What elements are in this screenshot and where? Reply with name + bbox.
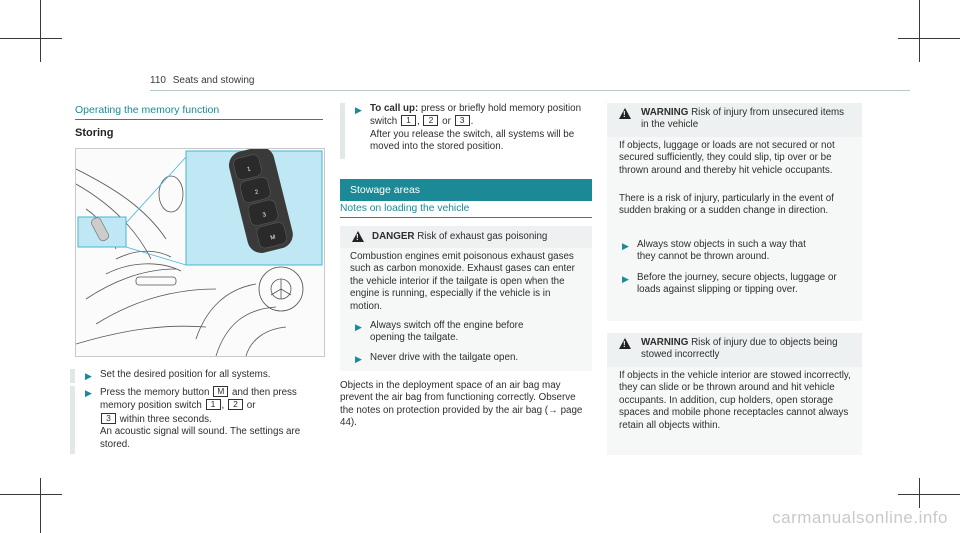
position-2-key-icon: 2 xyxy=(228,399,243,410)
step-text-part: , xyxy=(221,400,225,412)
crop-mark xyxy=(919,478,920,508)
warning-body xyxy=(607,137,862,321)
airbag-note: Objects in the deployment space of an air bag may prevent the air bag from functioning correctly. Observe the notes on protection provided by the air bag (→ page 44). xyxy=(340,380,583,429)
step-text-part: After you release the switch, all systems will be moved into the stored position. xyxy=(370,128,575,153)
step-text xyxy=(100,386,325,451)
step-text: To call up: press or briefly hold memory position switch 1 , 2 or 3 . After you release the switch, all systems will be moved into the stored position. xyxy=(370,103,582,153)
danger-box xyxy=(340,226,592,371)
danger-header xyxy=(340,226,592,248)
figure-button-2: 2 xyxy=(254,189,260,197)
danger-label: DANGER xyxy=(372,231,415,242)
warning-text: There is a risk of injury, particularly in the event of sudden braking or a sudden change in direction. xyxy=(619,193,834,217)
step-text-part: within three seconds. xyxy=(119,413,212,425)
step-text: Before the journey, secure objects, luggage or loads against slipping or tipping over. xyxy=(637,272,837,296)
crop-mark xyxy=(0,38,62,39)
warning-label: WARNING xyxy=(641,337,689,348)
warning-triangle-icon xyxy=(619,338,631,349)
step-arrow-icon: ▶ xyxy=(85,371,92,381)
header-rule xyxy=(150,90,910,91)
step-text: Always stow objects in such a way that they cannot be thrown around. xyxy=(637,239,806,263)
step-arrow-icon: ▶ xyxy=(622,274,629,284)
figure-button-1: 1 xyxy=(246,166,252,174)
warning-body xyxy=(607,367,862,455)
warning-step xyxy=(607,272,857,310)
step-arrow-icon: ▶ xyxy=(85,388,92,398)
warning-box-incorrect xyxy=(607,333,862,455)
position-1-key-icon: 1 xyxy=(401,115,416,126)
step-bar xyxy=(70,386,75,454)
page-header xyxy=(150,75,254,86)
warning-box-unsecured xyxy=(607,103,862,321)
step-text: Set the desired position for all systems. xyxy=(100,369,271,380)
warning-header xyxy=(607,103,862,137)
position-3-key-icon: 3 xyxy=(455,115,470,126)
figure-button-m: M xyxy=(269,234,277,242)
step-set-position xyxy=(70,369,325,383)
warning-text: If objects, luggage or loads are not secured or not secured sufficiently, they could slip, tip over or be thrown around and thereby hit vehicle occupants. xyxy=(619,140,835,176)
step-text-part: or xyxy=(246,400,256,412)
position-3-key-icon: 3 xyxy=(101,413,116,424)
stowage-areas-banner xyxy=(340,179,592,201)
figure-button-3: 3 xyxy=(262,212,267,219)
warning-step xyxy=(607,239,857,265)
step-text-part: Press the memory button xyxy=(100,387,210,398)
step-call-up xyxy=(340,103,592,159)
subheading-storing: Storing xyxy=(75,127,114,139)
crop-mark xyxy=(898,38,960,39)
warning-triangle-icon xyxy=(619,108,631,119)
step-text-part: An acoustic signal will sound. The settings are stored. xyxy=(100,426,301,450)
memory-switch-figure xyxy=(75,148,325,357)
step-arrow-icon: ▶ xyxy=(355,105,362,115)
crop-mark xyxy=(40,0,41,62)
step-text: Always switch off the engine before opening the tailgate. xyxy=(370,320,524,344)
danger-title-text: Risk of exhaust gas poisoning xyxy=(417,231,548,242)
position-1-key-icon: 1 xyxy=(206,399,221,410)
danger-step xyxy=(340,352,588,366)
step-arrow-icon: ▶ xyxy=(355,354,362,364)
warning-title-text: Risk of injury from unsecured items in the vehicle xyxy=(641,107,845,131)
step-text-part: press or briefly hold memory position switch xyxy=(370,103,582,128)
step-text-part: , xyxy=(416,116,420,128)
section-title[interactable]: Operating the memory function xyxy=(75,104,220,116)
page-number: 110 xyxy=(150,75,166,86)
banner-text: Stowage areas xyxy=(350,184,421,196)
warning-header xyxy=(607,333,862,367)
warning-title-text: Risk of injury due to objects being stowed incorrectly xyxy=(641,337,838,361)
notes-loading-title[interactable]: Notes on loading the vehicle xyxy=(340,203,470,214)
step-bar xyxy=(70,369,75,383)
call-up-label: To call up: xyxy=(370,103,419,114)
step-press-memory xyxy=(70,386,325,454)
section-rule xyxy=(75,119,323,120)
crop-mark xyxy=(898,494,960,495)
crop-mark xyxy=(919,0,920,62)
warning-text: If objects in the vehicle interior are stowed incorrectly, they can slide or be thrown around and hit vehicle occupants. In addition, cup holders, open storage spaces and mobile phone receptacles cannot always retain all objects within. xyxy=(619,370,851,431)
header-section: Seats and stowing xyxy=(172,75,255,86)
warning-title xyxy=(641,337,851,362)
step-bar xyxy=(340,103,345,159)
warning-triangle-icon xyxy=(352,231,364,242)
crop-mark xyxy=(40,478,41,533)
danger-step xyxy=(340,320,588,346)
step-text-part: and then press memory position switch xyxy=(100,387,297,412)
watermark: carmanualsonline.info xyxy=(772,508,948,527)
sub-rule xyxy=(340,217,592,218)
step-arrow-icon: ▶ xyxy=(355,322,362,332)
danger-title xyxy=(372,231,547,243)
memory-m-key-icon: M xyxy=(213,386,228,397)
crop-mark xyxy=(0,494,62,495)
position-2-key-icon: 2 xyxy=(423,115,438,126)
danger-text: Combustion engines emit poisonous exhaust gases such as carbon monoxide. Exhaust gases can enter the vehicle interior if the tailgate is open when the engine is running, especially if the vehicle is in motion. xyxy=(350,251,575,312)
warning-label: WARNING xyxy=(641,107,689,118)
warning-title xyxy=(641,107,851,132)
step-arrow-icon: ▶ xyxy=(622,241,629,251)
danger-body xyxy=(340,248,592,371)
step-text-part: or xyxy=(442,116,451,128)
step-text: Never drive with the tailgate open. xyxy=(370,352,519,363)
